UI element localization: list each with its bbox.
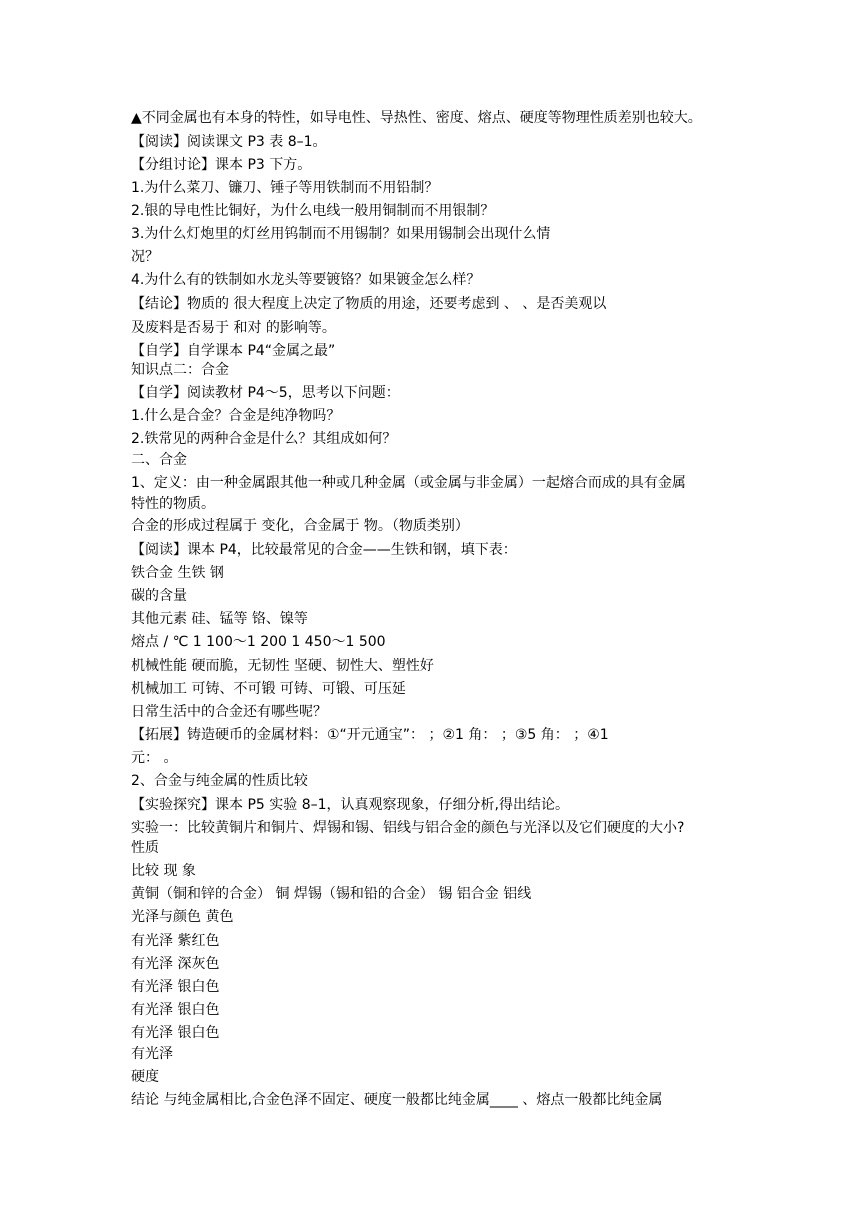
text-line: 碳的含量	[131, 588, 187, 604]
text-line: 【阅读】课本 P4，比较最常见的合金——生铁和钢，填下表：	[131, 542, 517, 558]
text-line: 有光泽 深灰色	[131, 956, 220, 972]
text-line: 特性的物质。	[131, 496, 215, 512]
text-line: 硬度	[131, 1069, 159, 1085]
text-line: 合金的形成过程属于 变化，合金属于 物。（物质类别）	[131, 518, 469, 534]
text-line: 有光泽 银白色	[131, 1002, 220, 1018]
text-line: 有光泽	[131, 1046, 173, 1062]
text-line: ▲不同金属也有本身的特性，如导电性、导热性、密度、熔点、硬度等物理性质差别也较大。	[131, 110, 702, 126]
text-line: 【自学】自学课本 P4“金属之最”	[131, 343, 336, 359]
text-line: 日常生活中的合金还有哪些呢？	[131, 704, 327, 720]
text-line: 黄铜（铜和锌的合金） 铜 焊锡（锡和铅的合金） 锡 铝合金 铝线	[131, 886, 532, 902]
text-line: 熔点 / ℃ 1 100～1 200 1 450～1 500	[131, 634, 386, 650]
text-line: 2.铁常见的两种合金是什么？其组成如何？	[131, 431, 397, 447]
text-line: 况？	[131, 249, 159, 265]
text-line: 机械性能 硬而脆，无韧性 坚硬、韧性大、塑性好	[131, 658, 434, 674]
text-line: 铁合金 生铁 钢	[131, 565, 224, 581]
text-line: 2.银的导电性比铜好，为什么电线一般用铜制而不用银制？	[131, 203, 495, 219]
text-line: 【实验探究】课本 P5 实验 8–1，认真观察现象，仔细分析,得出结论。	[131, 797, 569, 813]
text-line: 结论 与纯金属相比,合金色泽不固定、硬度一般都比纯金属____ 、熔点一般都比纯金属	[131, 1092, 663, 1108]
text-line: 【阅读】阅读课文 P3 表 8–1。	[131, 134, 327, 150]
text-line: 有光泽 银白色	[131, 979, 220, 995]
text-line: 4.为什么有的铁制如水龙头等要镀铬？如果镀金怎么样？	[131, 272, 481, 288]
text-line: 【结论】物质的 很大程度上决定了物质的用途，还要考虑到 、 、是否美观以	[131, 296, 607, 312]
text-line: 【自学】阅读教材 P4～5，思考以下问题：	[131, 385, 400, 401]
text-line: 【分组讨论】课本 P3 下方。	[131, 157, 312, 173]
text-line: 2、合金与纯金属的性质比较	[131, 773, 308, 789]
text-line: 元： 。	[131, 750, 178, 766]
text-line: 1.什么是合金？合金是纯净物吗？	[131, 408, 341, 424]
text-line: 有光泽 银白色	[131, 1025, 220, 1041]
text-line: 机械加工 可铸、不可锻 可铸、可锻、可压延	[131, 681, 406, 697]
text-line: 实验一：比较黄铜片和铜片、焊锡和锡、铝线与铝合金的颜色与光泽以及它们硬度的大小?	[131, 820, 685, 836]
text-line: 性质	[131, 840, 159, 856]
text-line: 二、合金	[131, 452, 187, 468]
text-line: 3.为什么灯炮里的灯丝用钨制而不用锡制？如果用锡制会出现什么情	[131, 226, 551, 242]
text-line: 其他元素 硅、锰等 铬、镍等	[131, 611, 308, 627]
text-line: 【拓展】铸造硬币的金属材料：①“开元通宝”： ；②1 角： ；③5 角： ；④1	[131, 727, 609, 743]
text-line: 知识点二：合金	[131, 362, 229, 378]
text-line: 及废料是否易于 和对 的影响等。	[131, 320, 336, 336]
text-line: 光泽与颜色 黄色	[131, 909, 234, 925]
text-line: 1.为什么菜刀、镰刀、锤子等用铁制而不用铅制？	[131, 180, 439, 196]
text-line: 1、定义：由一种金属跟其他一种或几种金属（或金属与非金属）一起熔合而成的具有金属	[131, 475, 686, 491]
text-line: 比较 现 象	[131, 863, 196, 879]
text-line: 有光泽 紫红色	[131, 933, 220, 949]
